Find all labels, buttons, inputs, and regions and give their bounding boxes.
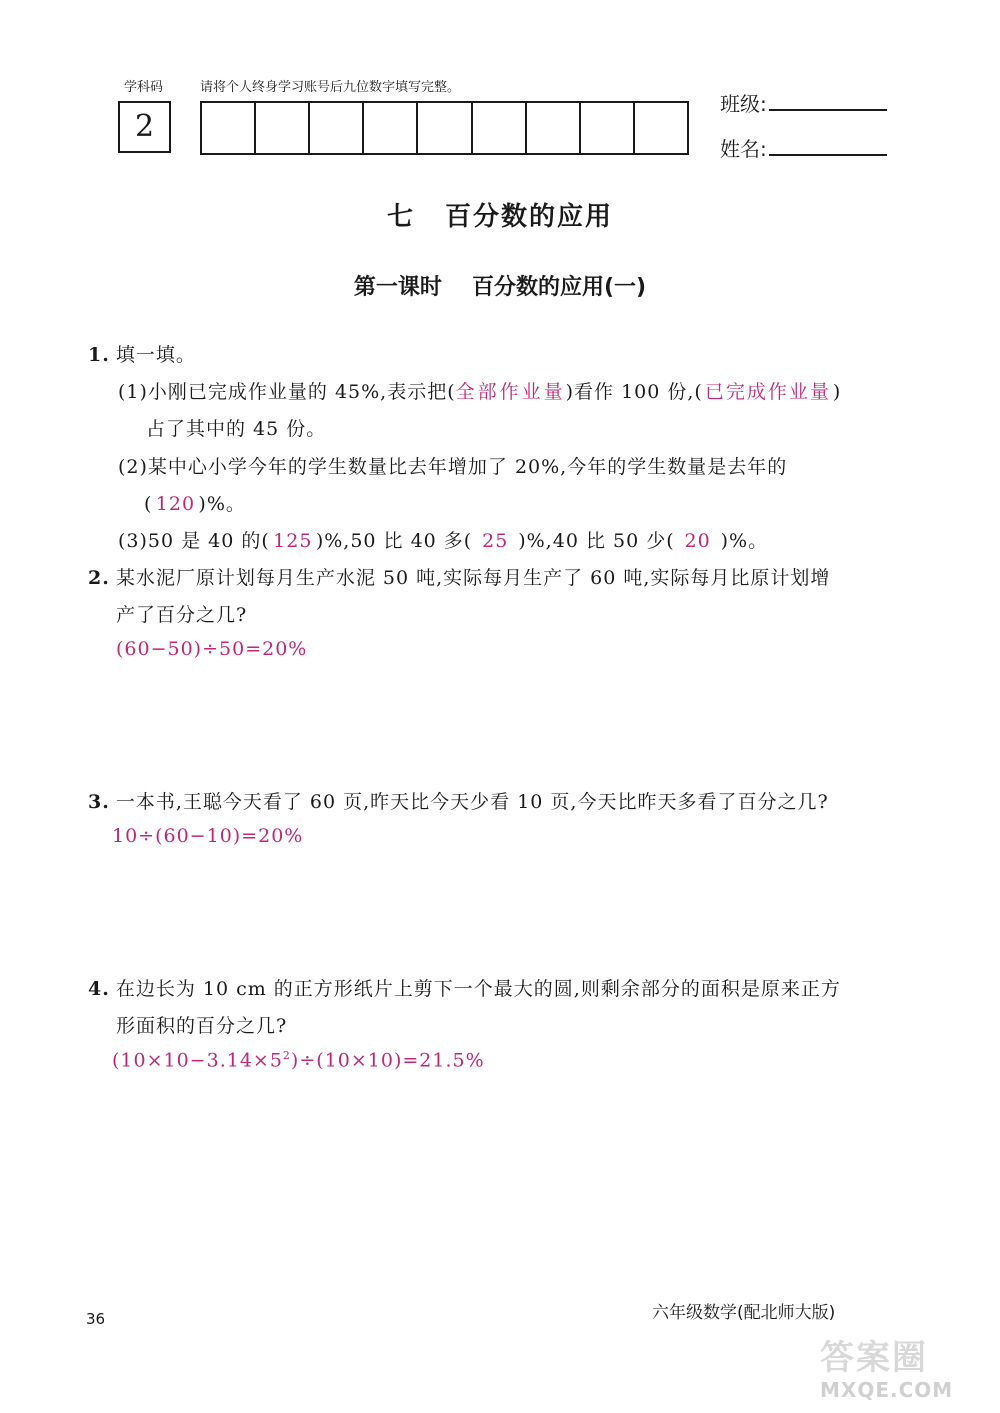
question-2-answer: (60−50)÷50=20% [116, 638, 308, 660]
digit-box[interactable] [202, 103, 256, 153]
subject-code-box: 2 [118, 101, 171, 153]
name-label: 姓名: [720, 137, 767, 161]
digit-box[interactable] [635, 103, 687, 153]
lesson-name: 百分数的应用(一) [471, 275, 647, 300]
question-1 [88, 340, 196, 367]
account-digit-boxes[interactable] [200, 101, 689, 155]
question-text: 一本书,王聪今天看了 60 页,昨天比今天少看 10 页,今天比昨天多看了百分之几? [115, 791, 829, 813]
answer-blank[interactable]: 已完成作业量 [704, 381, 831, 403]
answer-text: )÷(10×10)=21.5% [290, 1049, 485, 1072]
book-title: 六年级数学(配北师大版) [652, 1303, 836, 1323]
watermark-url: MXQE.COM [820, 1378, 954, 1402]
subject-code-label: 学科码 [124, 80, 164, 95]
question-text: (1)小刚已完成作业量的 45%,表示把( [118, 381, 456, 403]
answer-exponent: 2 [282, 1049, 291, 1062]
answer-blank[interactable]: 20 [684, 530, 711, 552]
question-text: (3)50 是 40 的( [118, 530, 270, 552]
question-4-cont [116, 1011, 287, 1038]
question-1-part-2 [118, 452, 787, 479]
question-text: 形面积的百分之几? [116, 1015, 288, 1037]
question-text: )%。 [720, 530, 769, 552]
question-text: ) [832, 381, 842, 403]
question-text: 占了其中的 45 份。 [146, 418, 327, 440]
question-number: 3. [88, 791, 110, 813]
question-text: 产了百分之几? [116, 604, 248, 626]
question-1-part-1-cont [146, 414, 326, 441]
chapter-name: 百分数的应用 [445, 202, 614, 232]
question-4 [88, 974, 841, 1001]
question-text: 填一填。 [115, 344, 196, 366]
question-2 [88, 563, 830, 590]
chapter-number: 七 [386, 202, 415, 232]
answer-blank[interactable]: 全部作业量 [455, 381, 566, 403]
question-number: 2. [88, 567, 110, 589]
question-text: )%,50 比 40 多( [315, 530, 473, 552]
answer-text: (10×10−3.14×5 [112, 1049, 283, 1072]
question-3 [88, 787, 829, 814]
digit-box[interactable] [581, 103, 635, 153]
answer-blank[interactable]: 125 [273, 530, 313, 552]
question-1-part-2-cont [144, 489, 246, 516]
name-blank-line[interactable] [769, 136, 887, 156]
watermark-logo: 答案圈 [820, 1338, 928, 1378]
question-number: 1. [88, 344, 110, 366]
digit-box[interactable] [418, 103, 472, 153]
question-1-part-3 [118, 526, 768, 553]
lesson-number: 第一课时 [353, 275, 442, 300]
digit-box[interactable] [473, 103, 527, 153]
question-text: 在边长为 10 cm 的正方形纸片上剪下一个最大的圆,则剩余部分的面积是原来正方 [115, 978, 841, 1000]
question-2-cont [116, 600, 247, 627]
name-field[interactable] [720, 133, 887, 162]
question-text: )看作 100 份,( [565, 381, 703, 403]
question-text: )%,40 比 50 少( [518, 530, 675, 552]
account-instruction: 请将个人终身学习账号后九位数字填写完整。 [200, 80, 461, 95]
question-text: ( [144, 493, 153, 515]
question-number: 4. [88, 978, 110, 1000]
digit-box[interactable] [364, 103, 418, 153]
class-field[interactable] [720, 88, 887, 117]
digit-box[interactable] [527, 103, 581, 153]
question-text: (2)某中心小学今年的学生数量比去年增加了 20%,今年的学生数量是去年的 [118, 456, 788, 478]
page-number: 36 [86, 1310, 106, 1328]
class-blank-line[interactable] [769, 91, 887, 111]
class-label: 班级: [720, 92, 767, 116]
lesson-title [0, 270, 1000, 301]
chapter-title [0, 196, 1000, 233]
question-text: 某水泥厂原计划每月生产水泥 50 吨,实际每月生产了 60 吨,实际每月比原计划增 [115, 567, 831, 589]
question-4-answer [112, 1049, 485, 1071]
answer-blank[interactable]: 120 [155, 493, 196, 515]
question-1-part-1 [118, 377, 841, 404]
question-text: )%。 [198, 493, 246, 515]
digit-box[interactable] [310, 103, 364, 153]
digit-box[interactable] [256, 103, 310, 153]
answer-blank[interactable]: 25 [482, 530, 509, 552]
question-3-answer: 10÷(60−10)=20% [112, 825, 304, 847]
